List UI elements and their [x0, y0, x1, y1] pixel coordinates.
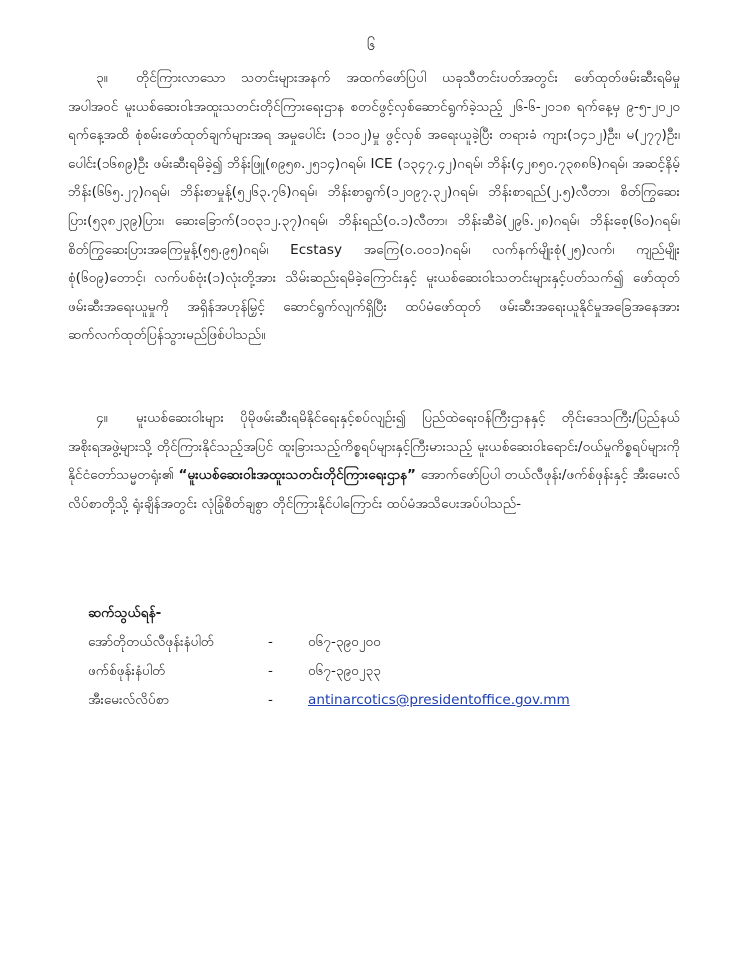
paragraph-text: မူးယစ်ဆေးဝါးများ ပိုမိုဖမ်းဆီးရမိနိုင်ရေးနှင့်စပ်လျဉ်း၍ ပြည်ထဲရေးဝန်ကြီးဌာနနှင့် တိုင်းဒေသကြီး/ပြည်နယ်အစိုးရအဖွဲ့များသို့ တိုင်ကြားနိုင်သည့်အပြင် ထူးခြားသည့်ကိစ္စရပ်များနှင့်ကြီးမားသည့် မူးယစ်ဆေးဝါးရောင်း/ဝယ်မှုကိစ္စရပ်များကို နိုင်ငံတော်သမ္မတရုံး၏: [68, 410, 680, 484]
paragraph-3: [68, 64, 680, 350]
contact-dash: -: [268, 634, 273, 650]
email-link[interactable]: antinarcotics@presidentoffice.gov.mm: [308, 692, 570, 708]
contact-dash: -: [268, 663, 273, 679]
paragraph-text-continued: အောက်ဖော်ပြပါ တယ်လီဖုန်း/ဖက်စ်ဖုန်းနှင့် အီးမေးလ်လိပ်စာတို့သို့ ရုံးချိန်အတွင်း လုံခြုံစိတ်ချစွာ တိုင်ကြားနိုင်ပါကြောင်း ထပ်မံအသိပေးအပ်ပါသည်-: [68, 467, 681, 512]
contact-label: အော်တိုတယ်လီဖုန်းနံပါတ်: [88, 634, 214, 650]
paragraph-number: ၃။: [96, 70, 108, 86]
phone-number: ၀၆၇-၃၉၀၂၀၀: [308, 634, 381, 650]
department-name: “မူးယစ်ဆေးဝါးအထူးသတင်းတိုင်ကြားရေးဌာန”: [178, 467, 416, 484]
contact-label: ဖက်စ်ဖုန်းနံပါတ်: [88, 663, 166, 679]
contact-section: [88, 598, 648, 715]
contact-row-fax: [88, 657, 648, 686]
paragraph-4: [68, 404, 680, 518]
page-number: ၆: [366, 36, 376, 54]
contact-label: အီးမေးလ်လိပ်စာ: [88, 692, 170, 708]
contact-row-email: [88, 686, 648, 715]
contact-title: ဆက်သွယ်ရန်-: [88, 605, 162, 621]
contact-dash: -: [268, 692, 273, 708]
paragraph-number: ၄။: [96, 410, 108, 426]
fax-number: ၀၆၇-၃၉၀၂၃၃: [308, 663, 381, 679]
contact-row-phone: [88, 628, 648, 657]
paragraph-text: တိုင်ကြားလာသော သတင်းများအနက် အထက်ဖော်ပြပါ ယခုသီတင်းပတ်အတွင်း ဖော်ထုတ်ဖမ်းဆီးရမိမှုအပါအဝင် မူးယစ်ဆေးဝါးအထူးသတင်းတိုင်ကြားရေးဌာန စတင်ဖွင့်လှစ်ဆောင်ရွက်ခဲ့သည့် ၂၆-၆-၂၀၁၈ ရက်နေ့မှ ၉-၅-၂၀၂၀ ရက်နေ့အထိ စုံစမ်းဖော်ထုတ်ချက်များအရ အမှုပေါင်း (၁၁၀၂)မှု ဖွင့်လှစ် အရေးယူခဲ့ပြီး တရားခံ ကျား(၁၄၁၂)ဦး၊ မ(၂၇၇)ဦး၊ ပေါင်း(၁၆၈၉)ဦး ဖမ်းဆီးရမိခဲ့၍ ဘိန်းဖြူ(၈၉၅၈.၂၅၁၄)ဂရမ်၊ ICE (၁၃၄၇.၄၂)ဂရမ်၊ ဘိန်း(၄၂၈၅၀.၇၃၈၈၆)ဂရမ်၊ အဆင့်နိမ့်ဘိန်း(၆၆၅.၂၇)ဂရမ်၊ ဘိန်းစာမှုန့်(၅၂၆၃.၇၆)ဂရမ်၊ ဘိန်းစာရွက်(၁၂၀၉၇.၃၂)ဂရမ်၊ ဘိန်းစာရည်(၂.၅)လီတာ၊ စိတ်ကြွဆေးပြား(၅၃၈၂၃၉)ပြား၊ ဆေးခြောက်(၁၀၃၁၂.၃၇)ဂရမ်၊ ဘိန်းရည်(၀.၁)လီတာ၊ ဘိန်းဆီခဲ(၂၉၆.၂၈)ဂရမ်၊ ဘိန်းစေ့(၆၀)ဂရမ်၊ စိတ်ကြွဆေးပြားအကြေမှုန့်(၅၅.၉၅)ဂရမ်၊ Ecstasy အကြေ(၀.၀၀၁)ဂရမ်၊ လက်နက်မျိုးစုံ(၂၅)လက်၊ ကျည်မျိုးစုံ(၆၀၉)တောင့်၊ လက်ပစ်ဗုံး(၁)လုံးတို့အား သိမ်းဆည်းရမိခဲ့ကြောင်းနှင့် မူးယစ်ဆေးဝါးသတင်းများနှင့်ပတ်သက်၍ ဖော်ထုတ်ဖမ်းဆီးအရေးယူမှုကို အရှိန်အဟုန်မြှင့် ဆောင်ရွက်လျက်ရှိပြီး ထပ်မံဖော်ထုတ် ဖမ်းဆီးအရေးယူနိုင်မှုအခြေအနေအား ဆက်လက်ထုတ်ပြန်သွားမည်ဖြစ်ပါသည်။: [68, 70, 680, 344]
